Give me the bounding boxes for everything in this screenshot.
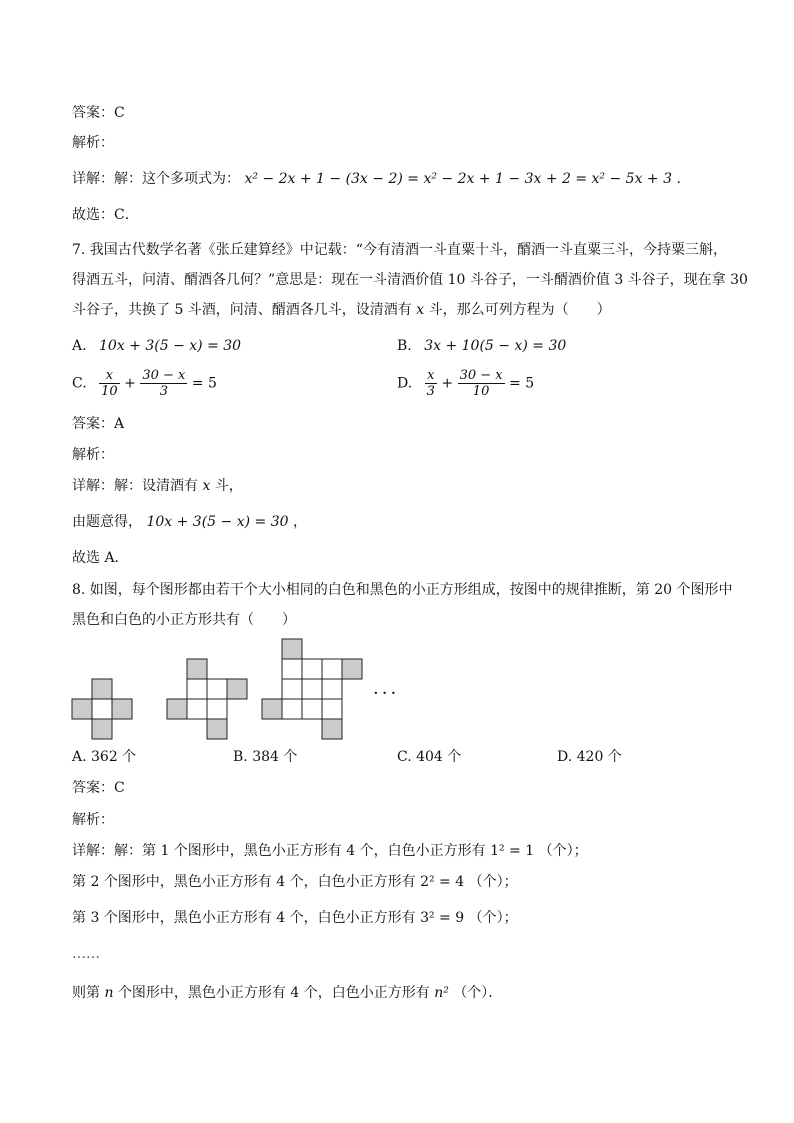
q7-line3-a: 斗谷子，共换了 5 斗酒，问清、醑酒各几斗，设清酒有: [72, 302, 412, 318]
q7-option-d-frac2: $\frac{30 - x}{10}$: [459, 368, 503, 399]
q8-line1: 8. 如图，每个图形都由若干个大小相同的白色和黑色的小正方形组成，按图中的规律推断，第 20 个图形中: [72, 582, 733, 598]
q7-option-d-label: D.: [397, 375, 413, 392]
detail-q8-line2-b: （个）；: [468, 874, 518, 890]
detail-q7-eq-suffix: ，: [292, 514, 307, 530]
detail-q8-line3-b: （个）；: [468, 910, 518, 926]
detail-q8-line1: [72, 841, 588, 861]
answer-q6: 答案：C: [72, 105, 125, 121]
detail-q8-line2-a: 第 2 个图形中，黑色小正方形有 4 个，白色小正方形有: [72, 874, 416, 890]
answer-q7: 答案：A: [72, 416, 125, 432]
figure-continuation-dots: ···: [373, 683, 400, 704]
q7-option-c-plus: +: [124, 375, 136, 392]
choose-q7: 故选 A．: [72, 550, 129, 566]
analysis-label-q8: 解析：: [72, 812, 114, 828]
detail-q7-var: x: [202, 478, 211, 494]
detail-q8-general-math: n²: [434, 985, 449, 1001]
q7-option-b-expr: 3x + 10(5 − x) = 30: [424, 338, 567, 354]
detail-q8-line3-math: 3² = 9: [420, 910, 465, 926]
q7-line3-var: x: [416, 302, 425, 318]
answer-q8: 答案：C: [72, 780, 125, 796]
detail-q8-general: [72, 983, 502, 1003]
q7-option-c-frac1: $\frac{x}{10}$: [101, 368, 118, 399]
q7-option-c-label: C.: [72, 375, 87, 392]
detail-q7-eq-math: 10x + 3(5 − x) = 30: [146, 514, 289, 530]
detail-q8-general-b: 个图形中，黑色小正方形有 4 个，白色小正方形有: [117, 985, 430, 1001]
detail-q8-general-a: 则第: [72, 985, 100, 1001]
analysis-label-q6: 解析：: [72, 135, 114, 151]
detail-q8-general-var: n: [104, 985, 114, 1001]
detail-q8-line2-math: 2² = 4: [420, 874, 465, 890]
q8-line2: 黑色和白色的小正方形共有（ ）: [72, 612, 296, 628]
q7-option-d-plus: +: [441, 375, 454, 392]
detail-q7-a: 详解：解：设清酒有: [72, 478, 198, 494]
q8-option-b: B. 384 个: [233, 749, 298, 765]
q7-option-c-tail: = 5: [191, 375, 217, 392]
detail-q8-line2: [72, 872, 518, 892]
detail-q8-line3-a: 第 3 个图形中，黑色小正方形有 4 个，白色小正方形有: [72, 910, 416, 926]
q7-line1: 7. 我国古代数学名著《张丘建算经》中记载：“今有清酒一斗直粟十斗，醑酒一斗直粟三斗，今持粟三斛，: [72, 242, 727, 258]
q7-option-a-expr: 10x + 3(5 − x) = 30: [99, 338, 242, 354]
q7-option-c-frac2: $\frac{30 - x}{3}$: [142, 368, 186, 399]
detail-q7-b: 斗，: [214, 478, 243, 494]
detail-q7-eq-prefix: 由题意得，: [72, 514, 142, 530]
q7-option-d-tail: = 5: [509, 375, 535, 392]
ellipsis: ……: [72, 946, 100, 962]
detail-q6-math: x² − 2x + 1 − (3x − 2) = x² − 2x + 1 − 3x + 2 = x² − 5x + 3 .: [244, 171, 681, 187]
q7-option-a-label: A.: [72, 338, 87, 354]
q8-option-a: A. 362 个: [72, 749, 137, 765]
q8-option-d: D. 420 个: [557, 749, 622, 765]
q7-option-b-label: B.: [397, 338, 412, 354]
figure-2: [167, 659, 247, 739]
q7-line3-b: 斗，那么可列方程为（ ）: [428, 302, 611, 318]
figure-1: [72, 679, 132, 739]
choose-q6: 故选：C．: [72, 207, 139, 223]
q7-option-d-frac1: $\frac{x}{3}$: [426, 368, 435, 399]
detail-q8-general-c: （个）．: [453, 985, 503, 1001]
detail-q8-line1-math: 1² = 1: [490, 843, 535, 859]
analysis-label-q7: 解析：: [72, 447, 114, 463]
figure-3: [262, 639, 362, 739]
detail-q8-line3: [72, 908, 518, 928]
detail-q6-prefix: 详解：解：这个多项式为：: [72, 171, 240, 187]
detail-q8-line1-a: 详解：解：第 1 个图形中，黑色小正方形有 4 个，白色小正方形有: [72, 843, 486, 859]
q7-line2: 得酒五斗，问清、醑酒各几何？”意思是：现在一斗清酒价值 10 斗谷子，一斗醑酒价值 3 斗谷子，现在拿 30: [72, 272, 748, 288]
q8-option-c: C. 404 个: [397, 749, 462, 765]
detail-q8-line1-b: （个）；: [538, 843, 588, 859]
